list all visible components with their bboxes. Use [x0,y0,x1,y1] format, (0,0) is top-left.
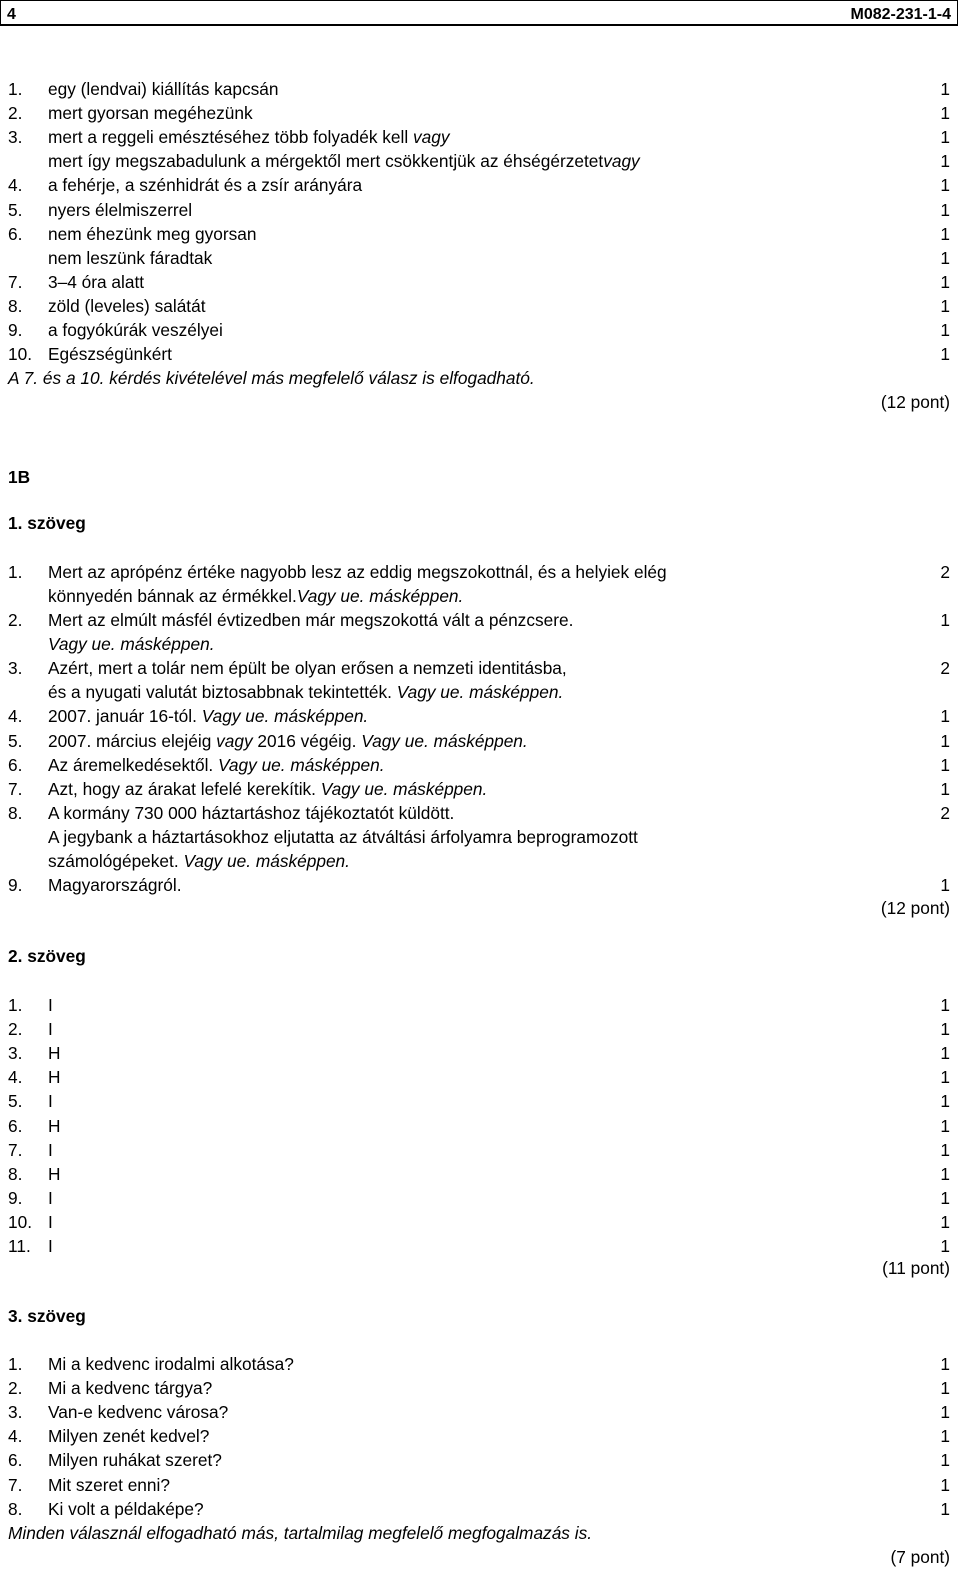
answer-italic-text: Vagy ue. másképpen. [48,634,215,654]
answer-text [48,825,638,849]
answer-text [48,101,253,125]
point-value: 1 [940,1211,950,1232]
answer-row [0,1138,960,1162]
answer-text [48,342,172,366]
item-number: 9. [8,320,23,340]
answer-italic-text: Vagy ue. másképpen. [218,755,385,775]
answer-row [0,125,960,149]
item-number: 5. [8,1091,23,1112]
point-value: 1 [940,1474,950,1495]
answer-text-part: nyers élelmiszerrel [48,199,193,220]
page-number: 4 [7,6,16,23]
answer-row [0,173,960,197]
point-value: 1 [940,995,950,1015]
answer-text-part: Az áremelkedésektől. [48,755,219,775]
answer-text-part: Egészségünkért [48,344,172,365]
item-number: 5. [8,199,23,220]
point-value: 1 [940,223,950,244]
answer-text [48,777,487,801]
item-number: 1. [8,562,23,582]
answer-text [48,801,454,825]
answer-row [0,849,960,873]
answer-text-part: Van-e kedvenc városa? [48,1402,229,1423]
answer-row [0,560,960,584]
answer-row [0,704,960,728]
answer-row [0,801,960,825]
answer-text [48,1424,209,1448]
item-number: 6. [8,1115,23,1136]
answer-row [0,777,960,801]
answer-text-part: Mert az aprópénz értéke nagyobb lesz az eddig megszokottnál, és a helyiek elég [48,562,667,582]
answer-text [48,729,528,753]
answer-text [48,1186,53,1210]
point-value: 1 [940,1450,950,1471]
item-number: 3. [8,658,23,678]
point-value: 1 [940,1091,950,1112]
point-value: 1 [940,344,950,365]
answer-text-part: nem éhezünk meg gyorsan [48,223,257,244]
point-value: 1 [940,875,950,895]
answer-text-part: I [48,1019,53,1040]
answer-text-part: nem leszünk fáradtak [48,247,213,268]
answer-row [0,294,960,318]
answer-row [0,1400,960,1424]
item-number: 4. [8,706,23,726]
section-title: 3. szöveg [8,1306,86,1326]
point-value: 2 [940,803,950,823]
answer-text [48,849,350,873]
answer-row [0,1089,960,1113]
point-value: 1 [940,320,950,340]
answer-text [48,1473,170,1497]
answer-text [48,1234,53,1258]
answer-row [0,584,960,608]
answer-text-part: és a nyugati valutát biztosabbnak tekintették. [48,682,397,702]
answer-text [48,584,463,608]
answer-row [0,270,960,294]
item-number: 8. [8,295,23,316]
answer-text-part: I [48,1211,53,1232]
answer-text [48,632,215,656]
point-value: 1 [940,779,950,799]
answer-row [0,632,960,656]
item-number: 9. [8,1187,23,1208]
answer-text [48,1089,53,1113]
answer-text [48,1017,53,1041]
answer-row [0,222,960,246]
answer-text [48,173,362,197]
answer-text-part: 2007. március elejéig [48,731,217,751]
answer-text-part: H [48,1067,61,1088]
point-value: 1 [940,1019,950,1040]
item-number: 6. [8,755,23,775]
answer-text-part: I [48,995,53,1015]
item-number: 2. [8,103,23,124]
item-number: 2. [8,1378,23,1399]
answer-row [0,149,960,173]
answer-row [0,993,960,1017]
point-value: 1 [940,1498,950,1519]
item-number: 8. [8,1163,23,1184]
point-value: 1 [940,1187,950,1208]
answer-text-part: Ki volt a példaképe? [48,1498,204,1519]
answer-text-part: Milyen ruhákat szeret? [48,1450,222,1471]
answer-text [48,1114,60,1138]
point-value: 1 [940,199,950,220]
answer-row [0,246,960,270]
answer-row [0,656,960,680]
answer-text-part: Magyarországról. [48,875,182,895]
answer-text-part: H [48,1043,61,1064]
answer-text [48,198,192,222]
answer-text [48,1162,60,1186]
answer-row [0,1376,960,1400]
item-number: 1. [8,995,23,1015]
answer-row [0,1210,960,1234]
item-number: 3. [8,1043,23,1064]
item-number: 2. [8,1019,23,1040]
answer-text [48,1210,53,1234]
point-value: 1 [940,755,950,775]
point-value: 1 [940,295,950,316]
answer-text [48,1376,212,1400]
point-value: 1 [940,127,950,148]
answer-text-part: I [48,1236,53,1256]
answer-row [0,608,960,632]
item-number: 7. [8,779,23,799]
answer-row [0,1162,960,1186]
item-number: 6. [8,223,23,244]
point-value: 1 [940,706,950,726]
answer-text [48,608,573,632]
item-number: 3. [8,127,23,148]
answer-text-part: A jegybank a háztartásokhoz eljutatta az átváltási árfolyamra beprogramozott [48,827,638,847]
point-value: 2 [940,658,950,678]
answer-row [0,318,960,342]
answer-text [48,1448,222,1472]
answer-text-part: zöld (leveles) salátát [48,295,206,316]
answer-row [0,101,960,125]
point-value: 1 [940,175,950,196]
answer-text-part: Azt, hogy az árakat lefelé kerekítik. [48,779,321,799]
answer-text-part: 2016 végéig. [252,731,362,751]
point-value: 1 [940,1402,950,1423]
answer-italic-text: Vagy ue. másképpen. [296,586,464,606]
answer-text-part: mert gyorsan megéhezünk [48,103,253,124]
answer-text [48,704,368,728]
item-number: 5. [8,731,23,751]
item-number: 8. [8,803,23,823]
answer-row [0,825,960,849]
point-value: 1 [940,247,950,268]
answer-text [48,318,223,342]
answer-text [48,873,182,897]
answer-row [0,1114,960,1138]
point-value: 1 [940,1354,950,1374]
answer-row [0,1424,960,1448]
answer-text [48,222,256,246]
answer-row [0,753,960,777]
section-note: A 7. és a 10. kérdés kivételével más megfelelő válasz is elfogadható. [8,368,535,388]
answer-text [48,1138,53,1162]
point-value: 1 [940,1378,950,1399]
answer-text [48,680,563,704]
answer-text-part: Mit szeret enni? [48,1474,170,1495]
point-value: 1 [940,151,950,172]
answer-row [0,1497,960,1521]
answer-row [0,1065,960,1089]
answer-row [0,198,960,222]
item-number: 1. [8,79,23,99]
answer-text [48,1041,60,1065]
answer-text-part: mert így megszabadulunk a mérgektől [48,151,346,172]
section-total: (7 pont) [890,1547,950,1567]
answer-italic-text: vagy [413,127,450,148]
answer-text [48,1497,204,1521]
item-number: 8. [8,1498,23,1519]
answer-row [0,1352,960,1376]
answer-italic-text: Vagy ue. másképpen. [183,851,350,871]
item-number: 9. [8,875,23,895]
answer-text-part: mert a reggeli emésztéséhez több folyadék kell [48,127,414,148]
point-value: 1 [940,1115,950,1136]
answer-text-part: H [48,1163,61,1184]
answer-text-part: Mi a kedvenc irodalmi alkotása? [48,1354,294,1374]
answer-text-part: Milyen zenét kedvel? [48,1426,210,1447]
answer-text-part: A kormány 730 000 háztartáshoz tájékoztatót küldött. [48,803,455,823]
answer-text-part: számológépeket. [48,851,184,871]
answer-text [48,149,640,173]
answer-text [48,125,450,149]
answer-text-part: Azért, mert a tolár nem épült be olyan erősen a nemzeti identitásba, [48,658,567,678]
item-number: 4. [8,175,23,196]
answer-text [48,656,567,680]
answer-italic-text: Vagy ue. másképpen. [320,779,488,799]
answer-text-part: egy (lendvai) kiállítás kapcsán [48,79,279,99]
answer-text [48,993,53,1017]
answer-row [0,1041,960,1065]
answer-text-part: Mert az elmúlt másfél évtizedben már megszokottá vált a pénzcsere. [48,610,574,630]
point-value: 1 [940,1163,950,1184]
item-number: 2. [8,610,23,630]
answer-text [48,1065,60,1089]
item-number: 11. [8,1236,31,1256]
answer-text-part: I [48,1187,53,1208]
answer-text-part: H [48,1115,61,1136]
answer-text-part: a fehérje, a szénhidrát és a zsír arányára [48,175,363,196]
answer-row [0,873,960,897]
answer-text-part: Mi a kedvenc tárgya? [48,1378,213,1399]
item-number: 6. [8,1450,23,1471]
answer-text-part: a fogyókúrák veszélyei [48,320,223,340]
answer-text-part: I [48,1139,53,1160]
answer-italic-text: vagy [216,731,253,751]
answer-row [0,77,960,101]
section-total: (12 pont) [880,898,950,918]
section-note: Minden válasznál elfogadható más, tartalmilag megfelelő megfogalmazás is. [8,1523,593,1543]
point-value: 1 [940,103,950,124]
answer-text [48,77,279,101]
point-value: 1 [940,1426,950,1447]
item-number: 10. [8,344,33,365]
answer-row [0,1186,960,1210]
page-header [0,0,958,26]
answer-text [48,294,206,318]
answer-text [48,560,667,584]
answer-italic-text: Vagy ue. másképpen. [396,682,564,702]
item-number: 1. [8,1354,23,1374]
section-title: 2. szöveg [8,946,86,966]
section-total: (11 pont) [882,1258,950,1278]
answer-row [0,729,960,753]
answer-text-part: I [48,1091,53,1112]
answer-row [0,1017,960,1041]
point-value: 1 [940,1043,950,1064]
section-total: (12 pont) [880,392,950,412]
item-number: 10. [8,1211,33,1232]
answer-text [48,246,212,270]
item-number: 4. [8,1067,23,1088]
item-number: 4. [8,1426,23,1447]
answer-text-part: 2007. január 16-tól. [48,706,202,726]
answer-row [0,1473,960,1497]
point-value: 2 [940,562,950,582]
answer-row [0,1234,960,1258]
answer-text-part: 3–4 óra alatt [48,271,145,292]
point-value: 1 [940,79,950,99]
answer-text [48,1400,228,1424]
answer-row [0,680,960,704]
document-code: M082-231-1-4 [850,6,951,23]
answer-text [48,270,144,294]
answer-italic-text: Vagy ue. másképpen. [361,731,528,751]
answer-italic-text: vagy [603,151,640,172]
answer-text [48,1352,294,1376]
answer-text-part: mert csökkentjük az éhségérzetet [345,151,604,172]
item-number: 7. [8,1139,23,1160]
section-title: 1B [8,467,31,487]
answer-text-part: könnyedén bánnak az érmékkel. [48,586,297,606]
point-value: 1 [940,610,950,630]
point-value: 1 [940,271,950,292]
point-value: 1 [940,1236,950,1256]
answer-italic-text: Vagy ue. másképpen. [201,706,369,726]
item-number: 3. [8,1402,23,1423]
point-value: 1 [940,1067,950,1088]
answer-row [0,342,960,366]
item-number: 7. [8,271,23,292]
answer-row [0,1448,960,1472]
point-value: 1 [940,1139,950,1160]
section-title: 1. szöveg [8,513,86,533]
item-number: 7. [8,1474,23,1495]
answer-text [48,753,385,777]
point-value: 1 [940,731,950,751]
